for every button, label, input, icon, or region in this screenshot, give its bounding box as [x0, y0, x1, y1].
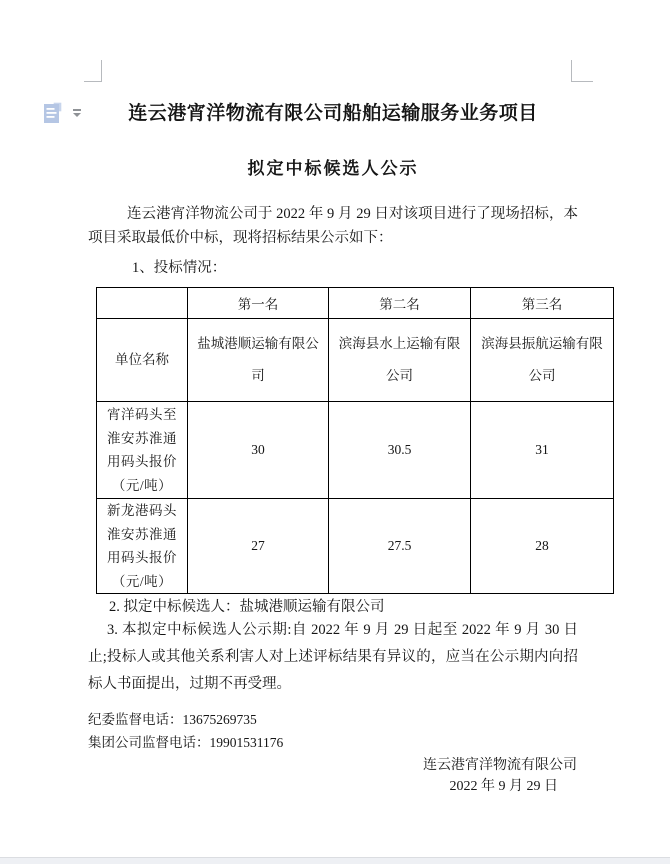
table-cell: 27.5 — [329, 499, 471, 594]
table-cell: 27 — [188, 499, 329, 594]
section-1-heading: 1、投标情况： — [132, 260, 227, 276]
table-header-cell-third: 第三名 — [471, 288, 614, 319]
table-header-cell-blank — [97, 288, 188, 319]
table-cell: 盐城港顺运输有限公司 — [188, 319, 329, 402]
paste-document-icon — [42, 101, 66, 127]
table-header-row — [97, 288, 614, 319]
document-title: 连云港宵洋物流有限公司船舶运输服务业务项目 — [128, 103, 538, 124]
table-cell: 31 — [471, 402, 614, 499]
table-header-cell-first: 第一名 — [188, 288, 329, 319]
table-cell: 30.5 — [329, 402, 471, 499]
table-row-xiaoyang-price — [97, 402, 614, 499]
row-label-cell: 单位名称 — [97, 319, 188, 402]
table-cell: 30 — [188, 402, 329, 499]
bid-table — [96, 287, 614, 594]
phone-group-line: 集团公司监督电话：19901531176 — [88, 735, 284, 750]
paragraph-candidate: 2. 拟定中标候选人：盐城港顺运输有限公司 — [109, 599, 385, 615]
paste-options-button[interactable] — [42, 99, 86, 129]
phone-discipline-line: 纪委监督电话：13675269735 — [88, 712, 257, 727]
table-cell: 滨海县振航运输有限公司 — [471, 319, 614, 402]
document-content — [88, 0, 603, 796]
chevron-down-icon — [72, 109, 81, 117]
document-subtitle: 拟定中标候选人公示 — [247, 159, 419, 178]
table-row-xinlonggang-price — [97, 499, 614, 594]
bottom-bar — [0, 857, 670, 864]
signature-date: 2022 年 9 月 29 日 — [449, 779, 558, 794]
row-label-cell: 新龙港码头淮安苏淮通用码头报价（元/吨） — [97, 499, 188, 594]
table-cell: 滨海县水上运输有限公司 — [329, 319, 471, 402]
signature-company: 连云港宵洋物流有限公司 — [423, 758, 577, 773]
table-header-cell-second: 第二名 — [329, 288, 471, 319]
table-cell: 28 — [471, 499, 614, 594]
table-row-company-names — [97, 319, 614, 402]
paragraph-notice-period: 3. 本拟定中标候选人公示期:自 2022 年 9 月 29 日起至 2022 年 9 月 30 日止;投标人或其他关系利害人对上述评标结果有异议的，应当在公示期内向招标人书面提出，过期不再受理。 — [88, 622, 578, 692]
row-label-cell: 宵洋码头至淮安苏淮通用码头报价（元/吨） — [97, 402, 188, 499]
paragraph-intro: 连云港宵洋物流公司于 2022 年 9 月 29 日对该项目进行了现场招标，本项目采取最低价中标，现将招标结果公示如下： — [88, 206, 578, 246]
